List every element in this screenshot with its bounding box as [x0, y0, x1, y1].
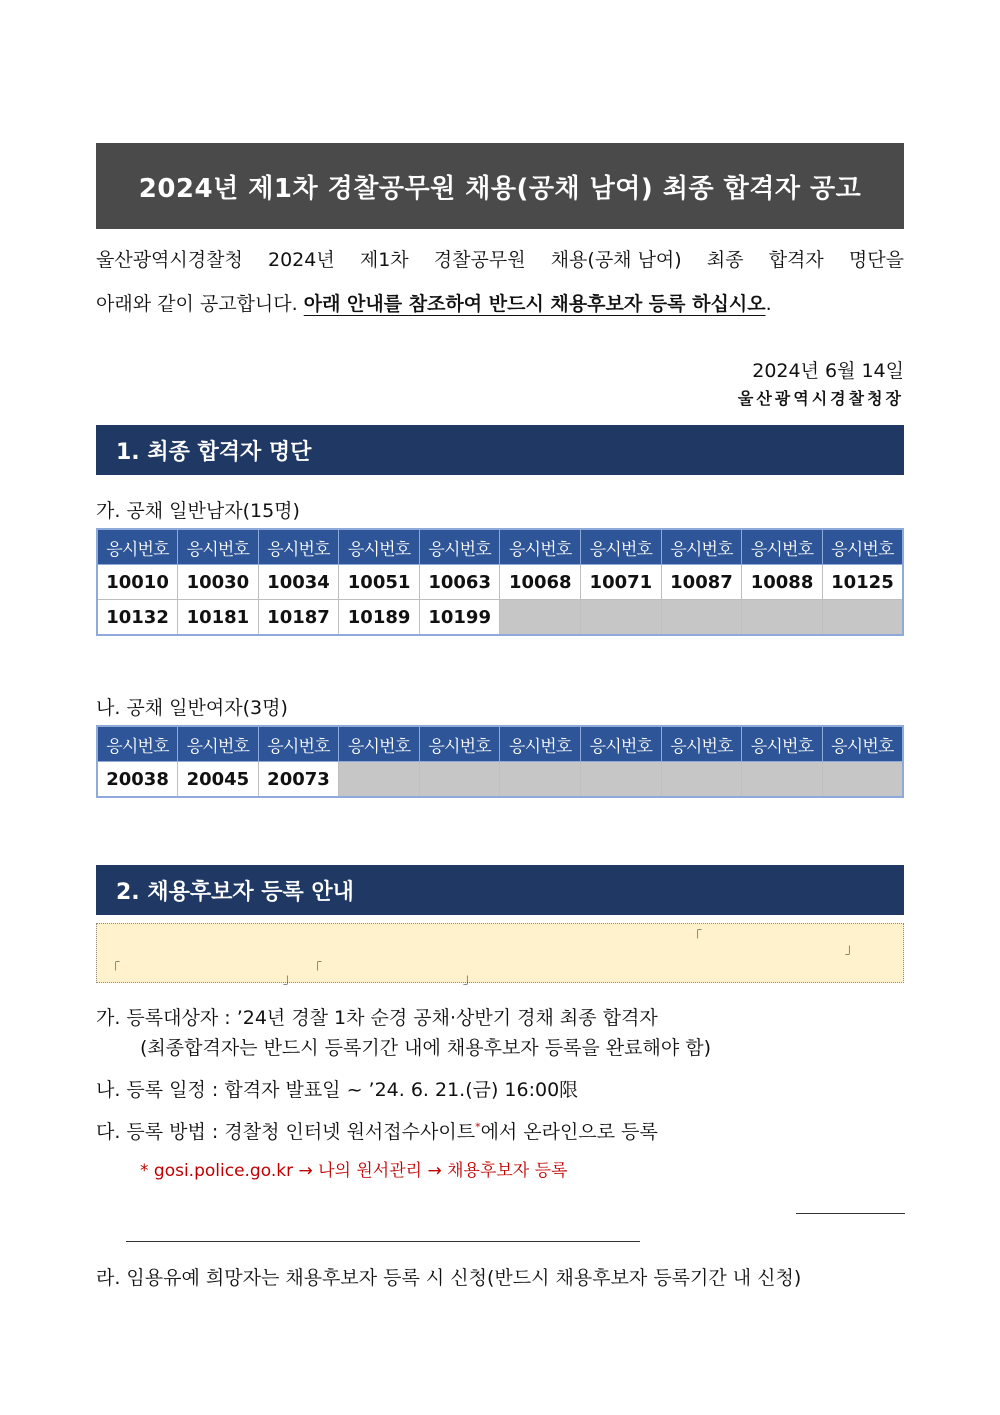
- column-header: 응시번호: [500, 726, 581, 762]
- column-header: 응시번호: [258, 726, 339, 762]
- column-header: 응시번호: [419, 726, 500, 762]
- column-header: 응시번호: [258, 529, 339, 565]
- column-header: 응시번호: [661, 726, 742, 762]
- method-suffix: 에서 온라인으로 등록: [480, 1121, 658, 1143]
- target-value: ’24년 경찰 1차 순경 공채·상반기 경채 최종 합격자: [236, 1007, 658, 1029]
- column-header: 응시번호: [500, 529, 581, 565]
- male-passers-table: [96, 528, 904, 636]
- empty-cell: [661, 762, 742, 798]
- registration-target: [96, 1003, 658, 1030]
- announcement-date: 2024년 6월 14일: [752, 360, 904, 382]
- method-prefix: 다. 등록 방법 : 경찰청 인터넷 원서접수사이트: [96, 1121, 476, 1143]
- deferral-request: 라. 임용유예 희망자는 채용후보자 등록 시 신청(반드시 채용후보자 등록기간 내 신청): [96, 1267, 802, 1289]
- exam-number-cell: 10034: [258, 565, 339, 600]
- column-header: 응시번호: [661, 529, 742, 565]
- table-row: [97, 762, 903, 798]
- intro-emphasis: 아래 안내를 참조하여 반드시 채용후보자 등록 하십시오: [303, 293, 766, 315]
- exam-number-cell: 20038: [97, 762, 178, 798]
- site-path-note: * gosi.police.go.kr → 나의 원서관리 → 채용후보자 등록: [140, 1161, 568, 1181]
- exam-number-cell: 10071: [581, 565, 662, 600]
- empty-cell: [419, 762, 500, 798]
- bracket-open: 「: [107, 962, 121, 977]
- bracket-open: 「: [689, 930, 703, 945]
- registration-method: [96, 1117, 658, 1144]
- exam-number-cell: 20045: [178, 762, 259, 798]
- page-title: 2024년 제1차 경찰공무원 채용(공채 남여) 최종 합격자 공고: [96, 143, 904, 229]
- column-header: 응시번호: [822, 726, 903, 762]
- intro-word: 최종: [706, 249, 744, 271]
- target-note: (최종합격자는 반드시 등록기간 내에 채용후보자 등록을 완료해야 함): [140, 1037, 712, 1059]
- column-header: 응시번호: [581, 726, 662, 762]
- column-header: 응시번호: [419, 529, 500, 565]
- female-passers-table: [96, 725, 904, 798]
- intro-word: 제1차: [359, 249, 409, 271]
- intro-word: 채용(공채 남여): [550, 249, 682, 271]
- issuer-name: 울산광역시경찰청장: [737, 389, 904, 408]
- section-2-heading: 2. 채용후보자 등록 안내: [96, 865, 904, 915]
- exam-number-cell: 10187: [258, 600, 339, 636]
- table-row: [97, 600, 903, 636]
- notice-box: [96, 923, 904, 987]
- female-list-label: 나. 공채 일반여자(3명): [96, 697, 288, 719]
- empty-cell: [661, 600, 742, 636]
- bracket-close: 」: [845, 942, 859, 957]
- exam-number-cell: 10030: [178, 565, 259, 600]
- table-row: [97, 565, 903, 600]
- divider-line: [126, 1241, 640, 1242]
- table-header-row: [97, 529, 903, 565]
- column-header: 응시번호: [97, 529, 178, 565]
- footnote-mark: *: [475, 1120, 481, 1134]
- intro-suffix: .: [765, 293, 772, 315]
- intro-word: 경찰공무원: [433, 249, 526, 271]
- column-header: 응시번호: [742, 726, 823, 762]
- table-header-row: [97, 726, 903, 762]
- bracket-open: 「: [309, 962, 323, 977]
- exam-number-cell: 10125: [822, 565, 903, 600]
- exam-number-cell: 10063: [419, 565, 500, 600]
- column-header: 응시번호: [178, 529, 259, 565]
- exam-number-cell: 10189: [339, 600, 420, 636]
- target-label: 가. 등록대상자 :: [96, 1007, 231, 1029]
- registration-schedule: 나. 등록 일정 : 합격자 발표일 ~ ’24. 6. 21.(금) 16:00限: [96, 1079, 579, 1101]
- exam-number-cell: 10181: [178, 600, 259, 636]
- column-header: 응시번호: [178, 726, 259, 762]
- intro-word: 합격자: [768, 249, 824, 271]
- intro-word: 울산광역시경찰청: [96, 249, 243, 271]
- section-1-heading: 1. 최종 합격자 명단: [96, 425, 904, 475]
- exam-number-cell: 10088: [742, 565, 823, 600]
- bracket-close: 」: [283, 972, 297, 987]
- empty-cell: [742, 762, 823, 798]
- column-header: 응시번호: [339, 529, 420, 565]
- intro-line-1: [96, 246, 904, 274]
- empty-cell: [500, 600, 581, 636]
- column-header: 응시번호: [742, 529, 823, 565]
- empty-cell: [581, 600, 662, 636]
- exam-number-cell: 10199: [419, 600, 500, 636]
- intro-word: 2024년: [267, 249, 335, 271]
- intro-word: 명단을: [848, 249, 904, 271]
- column-header: 응시번호: [97, 726, 178, 762]
- empty-cell: [500, 762, 581, 798]
- empty-cell: [581, 762, 662, 798]
- column-header: 응시번호: [339, 726, 420, 762]
- intro-prefix: 아래와 같이 공고합니다.: [96, 293, 298, 315]
- empty-cell: [742, 600, 823, 636]
- empty-cell: [822, 600, 903, 636]
- exam-number-cell: 10087: [661, 565, 742, 600]
- male-list-label: 가. 공채 일반남자(15명): [96, 500, 300, 522]
- exam-number-cell: 10051: [339, 565, 420, 600]
- bracket-close: 」: [463, 972, 477, 987]
- exam-number-cell: 10068: [500, 565, 581, 600]
- column-header: 응시번호: [581, 529, 662, 565]
- empty-cell: [339, 762, 420, 798]
- column-header: 응시번호: [822, 529, 903, 565]
- exam-number-cell: 10010: [97, 565, 178, 600]
- intro-line-2: [96, 290, 904, 318]
- exam-number-cell: 20073: [258, 762, 339, 798]
- divider-line: [796, 1213, 905, 1214]
- empty-cell: [822, 762, 903, 798]
- exam-number-cell: 10132: [97, 600, 178, 636]
